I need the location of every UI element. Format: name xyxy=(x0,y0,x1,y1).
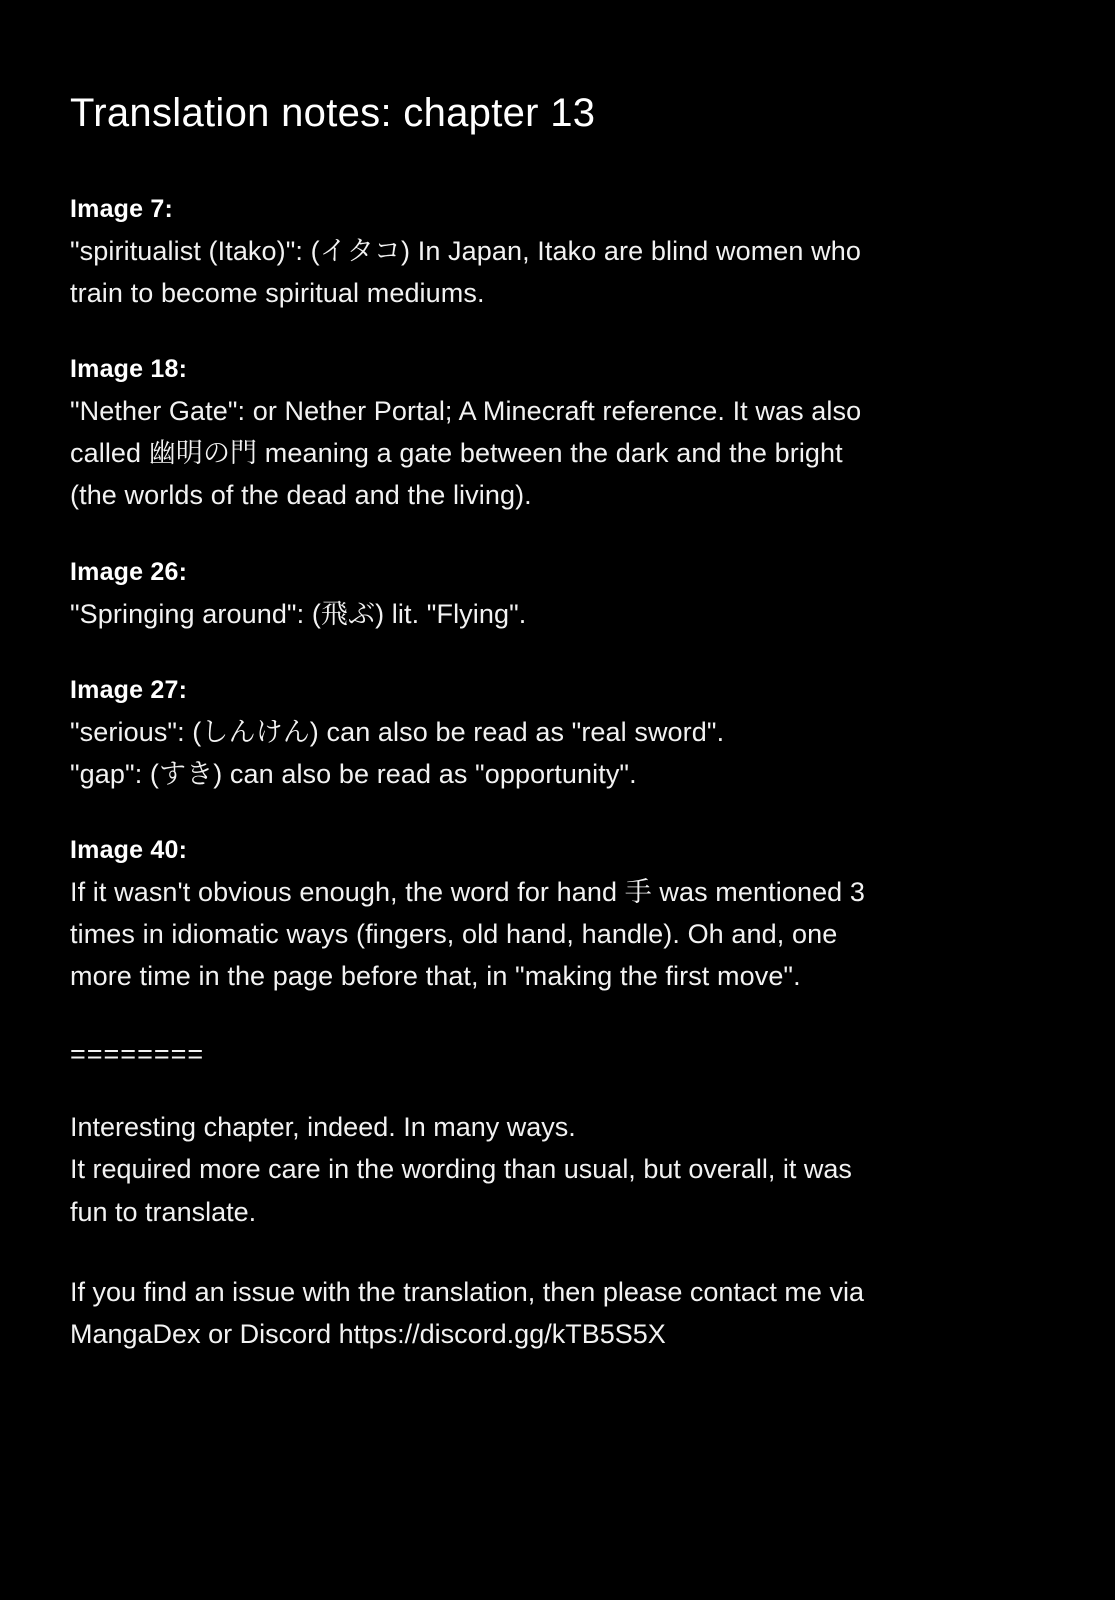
contact-info xyxy=(70,1271,1045,1355)
section-body xyxy=(70,871,1045,997)
closing-line: It required more care in the wording than usual, but overall, it was xyxy=(70,1154,852,1185)
section-body xyxy=(70,711,1045,795)
section-heading: Image 40: xyxy=(70,835,188,864)
closing-line: fun to translate. xyxy=(70,1196,257,1227)
note-line: "Nether Gate": or Nether Portal; A Minecraft reference. It was also xyxy=(70,396,862,427)
page-title: Translation notes: chapter 13 xyxy=(70,91,596,135)
note-line: "spiritualist (Itako)": (イタコ) In Japan, Itako are blind women who xyxy=(70,236,861,266)
note-line: "serious": (しんけん) can also be read as "real sword". xyxy=(70,716,725,747)
section-heading: Image 27: xyxy=(70,675,188,704)
section-heading: Image 7: xyxy=(70,195,174,223)
closing-remarks xyxy=(70,1106,1045,1232)
note-section-image-26 xyxy=(70,557,1045,635)
note-line: train to become spiritual mediums. xyxy=(70,278,485,309)
section-body xyxy=(70,593,1045,635)
section-divider: ======== xyxy=(70,1039,205,1070)
section-body xyxy=(70,390,1045,516)
note-line: "Springing around": (飛ぶ) lit. "Flying". xyxy=(70,598,527,629)
note-line: called 幽明の門 meaning a gate between the dark and the bright xyxy=(70,438,843,469)
section-body xyxy=(70,230,1045,314)
note-section-image-18 xyxy=(70,354,1045,516)
note-section-image-40 xyxy=(70,835,1045,997)
note-line: more time in the page before that, in "making the first move". xyxy=(70,961,801,992)
note-line: "gap": (すき) can also be read as "opportunity". xyxy=(70,758,637,789)
section-heading: Image 26: xyxy=(70,557,188,586)
contact-line: If you find an issue with the translation, then please contact me via xyxy=(70,1276,864,1307)
note-section-image-7 xyxy=(70,194,1045,314)
note-line: times in idiomatic ways (fingers, old hand, handle). Oh and, one xyxy=(70,918,838,949)
contact-line: MangaDex or Discord https://discord.gg/kTB5S5X xyxy=(70,1318,666,1349)
note-line: If it wasn't obvious enough, the word for hand 手 was mentioned 3 xyxy=(70,876,866,907)
note-line: (the worlds of the dead and the living). xyxy=(70,480,532,511)
note-section-image-27 xyxy=(70,675,1045,795)
section-heading: Image 18: xyxy=(70,355,188,384)
closing-line: Interesting chapter, indeed. In many ways. xyxy=(70,1112,576,1143)
